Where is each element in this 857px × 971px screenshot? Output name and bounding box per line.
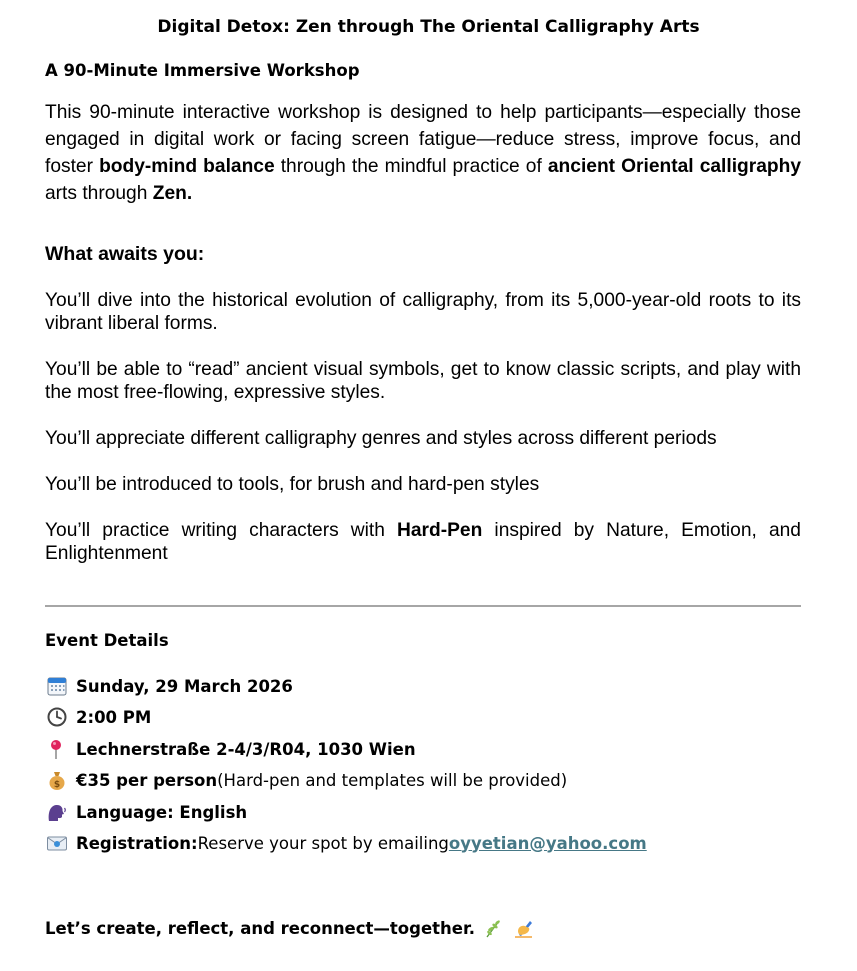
calendar-icon [46,675,68,697]
document-subtitle: A 90-Minute Immersive Workshop [45,61,360,80]
intro-bold-1: body-mind balance [99,156,275,177]
practice-text-1: You’ll practice writing characters with [45,520,398,541]
event-price-row [46,767,567,793]
event-details-heading: Event Details [45,631,169,650]
intro-text-3: arts through [45,183,153,204]
event-date-row [46,673,293,699]
registration-email-link[interactable]: oyyetian@yahoo.com [448,833,647,853]
clock-icon [46,706,68,728]
event-language-row [46,799,247,825]
event-price: €35 per person [76,770,218,790]
intro-text-2: through the mindful practice of [274,156,548,177]
awaits-item-symbols: You’ll be able to “read” ancient visual symbols, get to know classic scripts, and play with the most free-flowing, expressive styles. [45,359,801,403]
awaits-item-genres: You’ll appreciate different calligraphy genres and styles across different periods [45,428,717,449]
event-address-row [46,736,416,762]
event-date: Sunday, 29 March 2026 [76,676,293,696]
intro-paragraph [45,99,801,207]
money-bag-icon [46,769,68,791]
herb-icon [483,917,505,939]
event-address: Lechnerstraße 2-4/3/R04, 1030 Wien [76,739,416,759]
awaits-item-history: You’ll dive into the historical evolution of calligraphy, from its 5,000-year-old roots to its vibrant liberal forms. [45,290,801,334]
event-registration-row [46,830,647,856]
awaits-heading: What awaits you: [45,243,205,265]
practice-bold: Hard-Pen [397,520,483,541]
event-time: 2:00 PM [76,707,152,727]
event-price-note: (Hard-pen and templates will be provided) [217,770,568,790]
registration-text: Reserve your spot by emailing [197,833,449,853]
event-time-row [46,704,151,730]
intro-bold-2: ancient Oriental calligraphy [547,156,802,177]
speaking-head-icon [46,801,68,823]
svg-text:$: $ [53,780,61,790]
closing-line [45,917,535,939]
intro-bold-3: Zen. [152,183,193,204]
registration-label: Registration: [76,833,198,853]
envelope-icon [46,832,68,854]
document-title: Digital Detox: Zen through The Oriental Calligraphy Arts [157,17,700,37]
practice-text-2: inspired by Nature, Emotion, and Enlightenment [45,520,801,564]
pushpin-icon [46,738,68,760]
awaits-item-tools: You’ll be introduced to tools, for brush and hard-pen styles [45,474,540,495]
intro-text-1: This 90-minute interactive workshop is designed to help participants—especially those engaged in digital work or facing screen fatigue—reduce stress, improve focus, and foster [45,102,801,177]
writing-hand-icon [513,917,535,939]
closing-text: Let’s create, reflect, and reconnect—together. [45,918,476,938]
awaits-item-practice [45,519,801,565]
horizontal-divider [45,605,801,607]
event-language: Language: English [76,802,248,822]
